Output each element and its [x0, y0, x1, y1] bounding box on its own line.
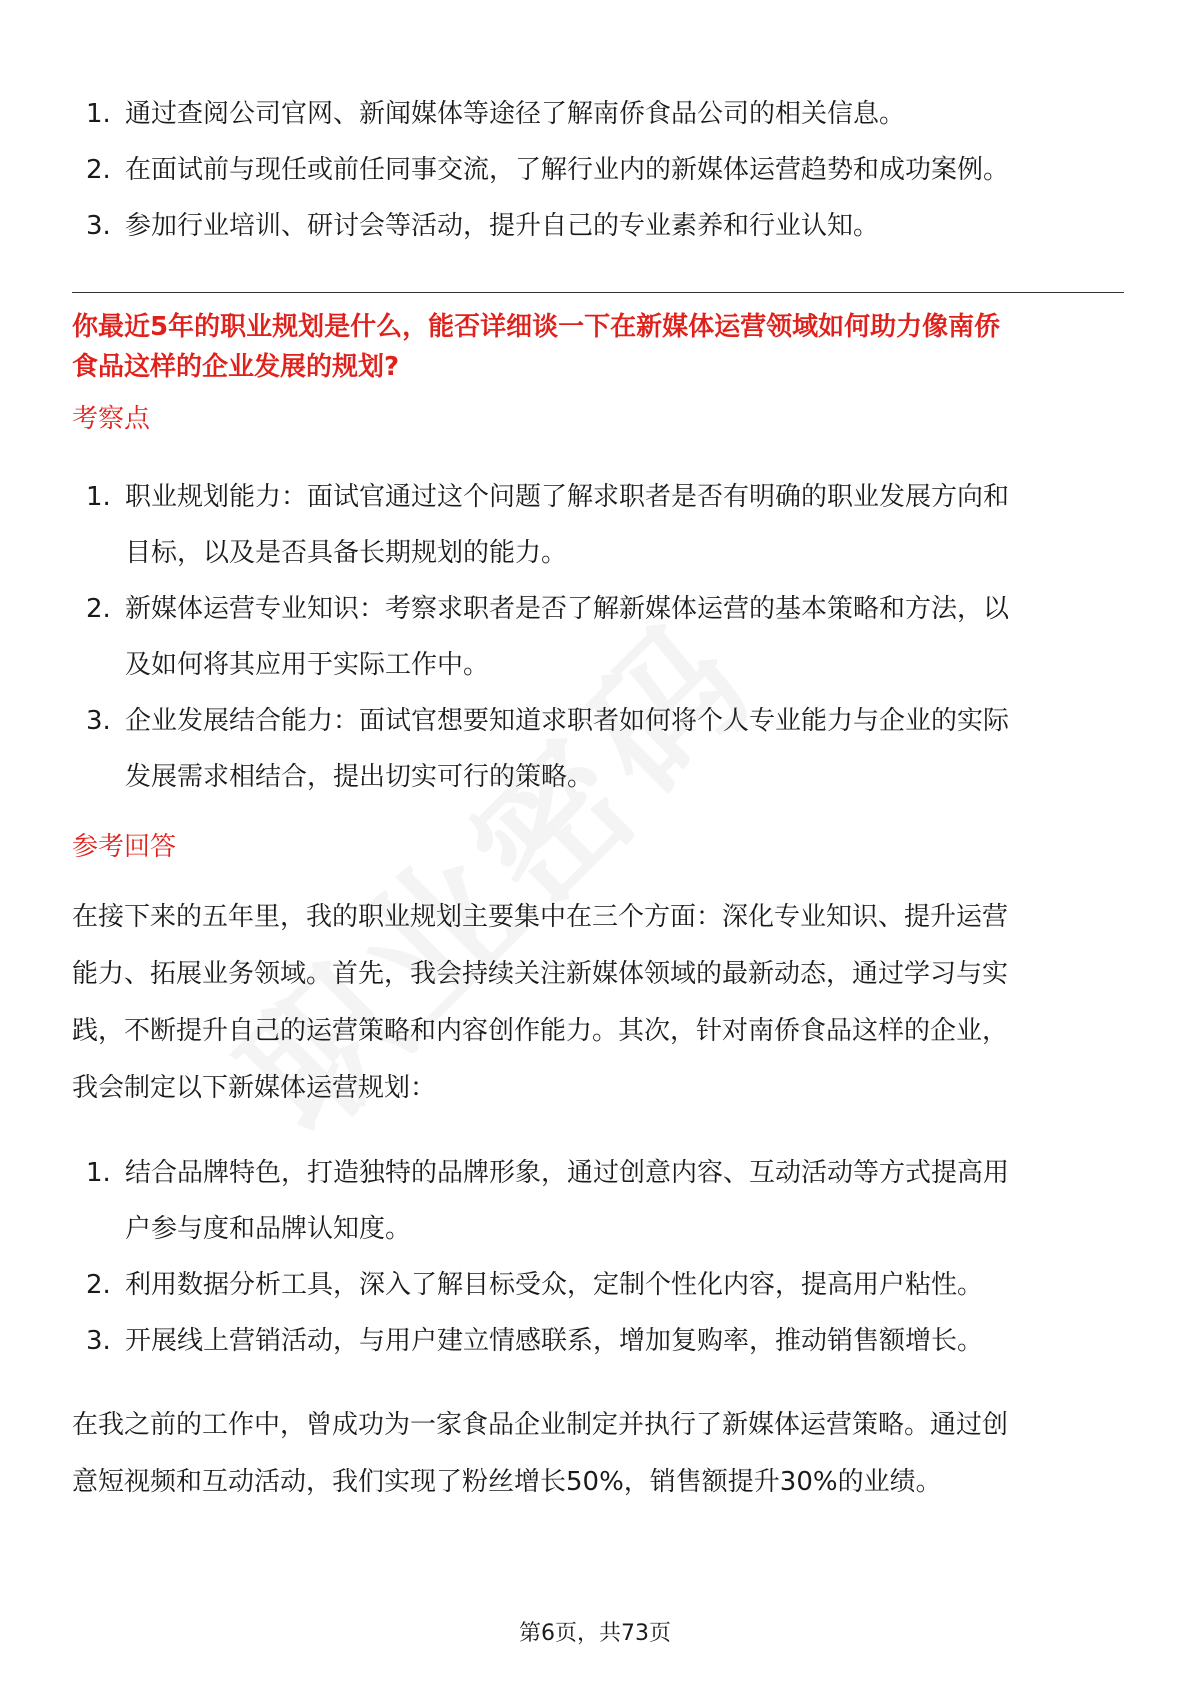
list-item: [72, 86, 1124, 142]
list-text: 参加行业培训、研讨会等活动，提升自己的专业素养和行业认知。: [125, 211, 880, 241]
list-text: 利用数据分析工具，深入了解目标受众，定制个性化内容，提高用户粘性。: [125, 1270, 984, 1300]
list-text: 及如何将其应用于实际工作中。: [125, 650, 490, 680]
list-number: 1.: [86, 99, 111, 129]
list-number: 2.: [86, 1270, 111, 1300]
list-number: 2.: [86, 594, 111, 624]
list-item: [72, 469, 1124, 581]
question-title: [72, 307, 1124, 387]
focus-list: [72, 469, 1124, 805]
list-number: 3.: [86, 706, 111, 736]
list-number: 3.: [86, 1326, 111, 1356]
list-item: [72, 581, 1124, 693]
list-number: 3.: [86, 211, 111, 241]
list-text: 通过查阅公司官网、新闻媒体等途径了解南侨食品公司的相关信息。: [125, 99, 906, 129]
list-item: [72, 142, 1124, 198]
list-text: 职业规划能力：面试官通过这个问题了解求职者是否有明确的职业发展方向和: [125, 482, 1010, 512]
list-item: [72, 693, 1124, 805]
paragraph-line: 践，不断提升自己的运营策略和内容创作能力。其次，针对南侨食品这样的企业，: [72, 1016, 1009, 1046]
list-number: 1.: [86, 1158, 111, 1188]
list-text: 在面试前与现任或前任同事交流，了解行业内的新媒体运营趋势和成功案例。: [125, 155, 1010, 185]
list-item: [72, 1313, 1124, 1369]
page-footer: 第6页，共73页: [519, 1621, 671, 1646]
list-text: 企业发展结合能力：面试官想要知道求职者如何将个人专业能力与企业的实际: [125, 706, 1010, 736]
page-content: [72, 96, 1124, 1511]
paragraph-line: 在接下来的五年里，我的职业规划主要集中在三个方面：深化专业知识、提升运营: [72, 902, 1009, 932]
list-number: 1.: [86, 482, 111, 512]
list-text: 结合品牌特色，打造独特的品牌形象，通过创意内容、互动活动等方式提高用: [125, 1158, 1010, 1188]
question-line: 你最近5年的职业规划是什么，能否详细谈一下在新媒体运营领域如何助力像南侨: [72, 312, 1001, 342]
list-item: [72, 1145, 1124, 1257]
answer-paragraph: [72, 889, 1124, 1117]
answer-paragraph: [72, 1397, 1124, 1511]
list-item: [72, 1257, 1124, 1313]
list-text: 发展需求相结合，提出切实可行的策略。: [125, 762, 594, 792]
list-text: 户参与度和品牌认知度。: [125, 1214, 412, 1244]
paragraph-line: 在我之前的工作中，曾成功为一家食品企业制定并执行了新媒体运营策略。通过创: [72, 1410, 1009, 1440]
paragraph-line: 我会制定以下新媒体运营规划：: [72, 1073, 437, 1103]
question-line: 食品这样的企业发展的规划?: [72, 352, 400, 382]
intro-list: [72, 86, 1124, 254]
answer-list: [72, 1145, 1124, 1369]
list-text: 目标，以及是否具备长期规划的能力。: [125, 538, 568, 568]
paragraph-line: 意短视频和互动活动，我们实现了粉丝增长50%，销售额提升30%的业绩。: [72, 1467, 942, 1497]
list-item: [72, 198, 1124, 254]
list-text: 新媒体运营专业知识：考察求职者是否了解新媒体运营的基本策略和方法，以: [125, 594, 1010, 624]
list-text: 开展线上营销活动，与用户建立情感联系，增加复购率，推动销售额增长。: [125, 1326, 984, 1356]
list-number: 2.: [86, 155, 111, 185]
focus-heading: 考察点: [72, 404, 151, 434]
paragraph-line: 能力、拓展业务领域。首先，我会持续关注新媒体领域的最新动态，通过学习与实: [72, 959, 1009, 989]
answer-heading: 参考回答: [72, 832, 177, 862]
